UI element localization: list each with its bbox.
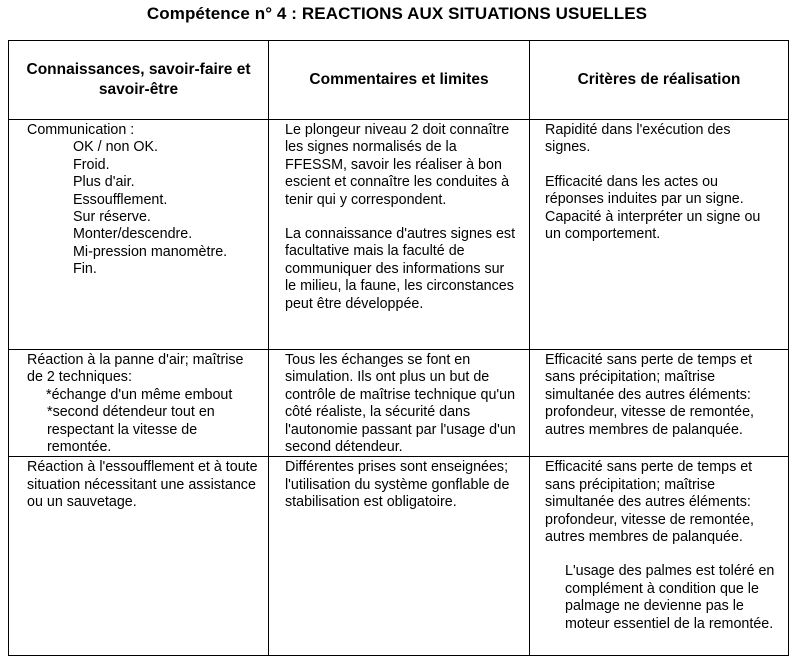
list-item: *échange d'un même embout: [46, 386, 233, 403]
page-title: Compétence n° 4 : REACTIONS AUX SITUATIONS USUELLES: [146, 4, 648, 23]
list-item: Mi-pression manomètre.: [73, 243, 228, 260]
cell-title: Réaction à la panne d'air; maîtrise de 2 techniques:: [27, 352, 244, 386]
cell-title: Réaction à l'essoufflement et à toute situation nécessitant une assistance ou un sauvetage.: [27, 459, 258, 511]
cell-comments: [269, 350, 530, 457]
table-row: [9, 120, 789, 350]
paragraph: Rapidité dans l'exécution des signes.: [545, 122, 731, 156]
header-knowledge: Connaissances, savoir-faire et savoir-être: [9, 41, 269, 120]
cell-comments: [269, 120, 530, 350]
list-item: Monter/descendre.: [73, 226, 193, 243]
cell-criteria: [530, 457, 789, 656]
header-comments: Commentaires et limites: [269, 41, 530, 120]
paragraph: Tous les échanges se font en simulation. Ils ont plus un but de contrôle de maîtrise technique qu'un côté réaliste, la sécurité dans l'autonomie passant par l'usage d'un second détendeur.: [285, 352, 516, 456]
list-item: Plus d'air.: [73, 174, 135, 191]
cell-knowledge: [9, 120, 269, 350]
cell-criteria: [530, 350, 789, 457]
cell-criteria: [530, 120, 789, 350]
table-row: [9, 457, 789, 656]
list-item: Sur réserve.: [73, 209, 151, 226]
paragraph: Efficacité sans perte de temps et sans précipitation; maîtrise simultanée des autres éléments: profondeur, vitesse de remontée, autres membres de palanquée.: [545, 352, 755, 438]
table-row: [9, 350, 789, 457]
paragraph: L'usage des palmes est toléré en complément à condition que le palmage ne devienne pas le moteur essentiel de la remontée.: [565, 563, 775, 632]
list-item: Fin.: [73, 261, 97, 278]
paragraph: Le plongeur niveau 2 doit connaître les signes normalisés de la FFESSM, savoir les réaliser à bon escient et connaître les conduites à tenir qui y correspondent.: [285, 122, 510, 208]
list-item: Froid.: [73, 156, 110, 173]
header-criteria: Critères de réalisation: [530, 41, 789, 120]
list-item: Essoufflement.: [73, 191, 168, 208]
paragraph: Efficacité dans les actes ou réponses induites par un signe. Capacité à interpréter un signe ou un comportement.: [545, 173, 761, 243]
cell-knowledge: [9, 457, 269, 656]
list-item: *second détendeur tout en respectant la vitesse de remontée.: [47, 404, 215, 456]
header-row: [9, 41, 789, 120]
cell-knowledge: [9, 350, 269, 457]
paragraph: Différentes prises sont enseignées; l'utilisation du système gonflable de stabilisation est obligatoire.: [285, 459, 510, 511]
cell-comments: [269, 457, 530, 656]
cell-title: Communication :: [27, 122, 135, 138]
paragraph: La connaissance d'autres signes est facultative mais la faculté de communiquer des informations sur le milieu, la faune, les circonstances peut être développée.: [285, 226, 516, 312]
paragraph: Efficacité sans perte de temps et sans précipitation; maîtrise simultanée des autres éléments: profondeur, vitesse de remontée, autres membres de palanquée.: [545, 459, 755, 546]
competence-table: [8, 40, 789, 656]
list-item: OK / non OK.: [73, 139, 159, 156]
